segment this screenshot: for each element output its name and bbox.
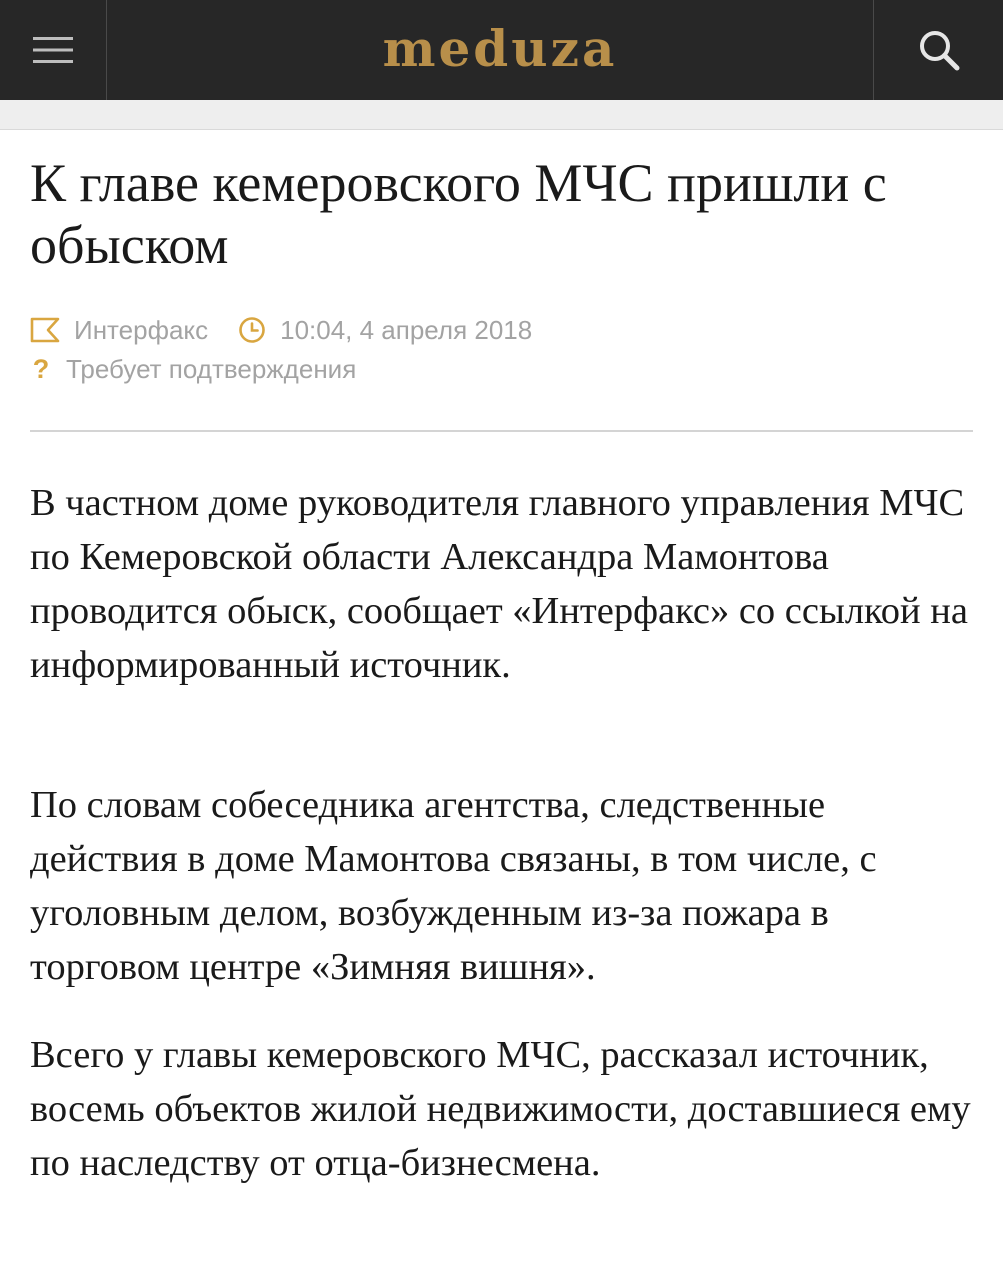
article-status [30,352,356,386]
status-text: Требует подтверждения [66,353,357,384]
search-icon [917,28,961,72]
source-flag-icon [30,317,60,343]
top-navigation-bar [0,0,1003,100]
hamburger-menu-icon [33,36,73,64]
meduza-logo[interactable]: meduza [382,18,618,78]
menu-button[interactable] [0,0,107,100]
article-headline: К главе кемеровского МЧС пришли с обыском [30,153,887,275]
article-paragraph: В частном доме руководителя главного управления МЧС по Кемеровской области Александра Мамонтова проводится обыск, сообщает «Интерфакс» со ссылкой на информированный источник. [30,482,968,686]
header-strip [0,100,1003,130]
article-meta [30,313,532,347]
divider [30,430,973,432]
article-paragraph: По словам собеседника агентства, следственные действия в доме Мамонтова связаны, в том числе, с уголовным делом, возбужденным из-за пожара в торговом центре «Зимняя вишня». [30,784,877,988]
search-button[interactable] [873,0,1003,100]
question-mark-icon: ? [32,353,50,384]
source-link[interactable]: Интерфакс [74,314,209,345]
publish-datetime: 10:04, 4 апреля 2018 [280,314,533,345]
article-paragraph: Всего у главы кемеровского МЧС, рассказал источник, восемь объектов жилой недвижимости, доставшиеся ему по наследству от отца-бизнесмена. [30,1034,971,1184]
clock-icon [238,316,266,344]
